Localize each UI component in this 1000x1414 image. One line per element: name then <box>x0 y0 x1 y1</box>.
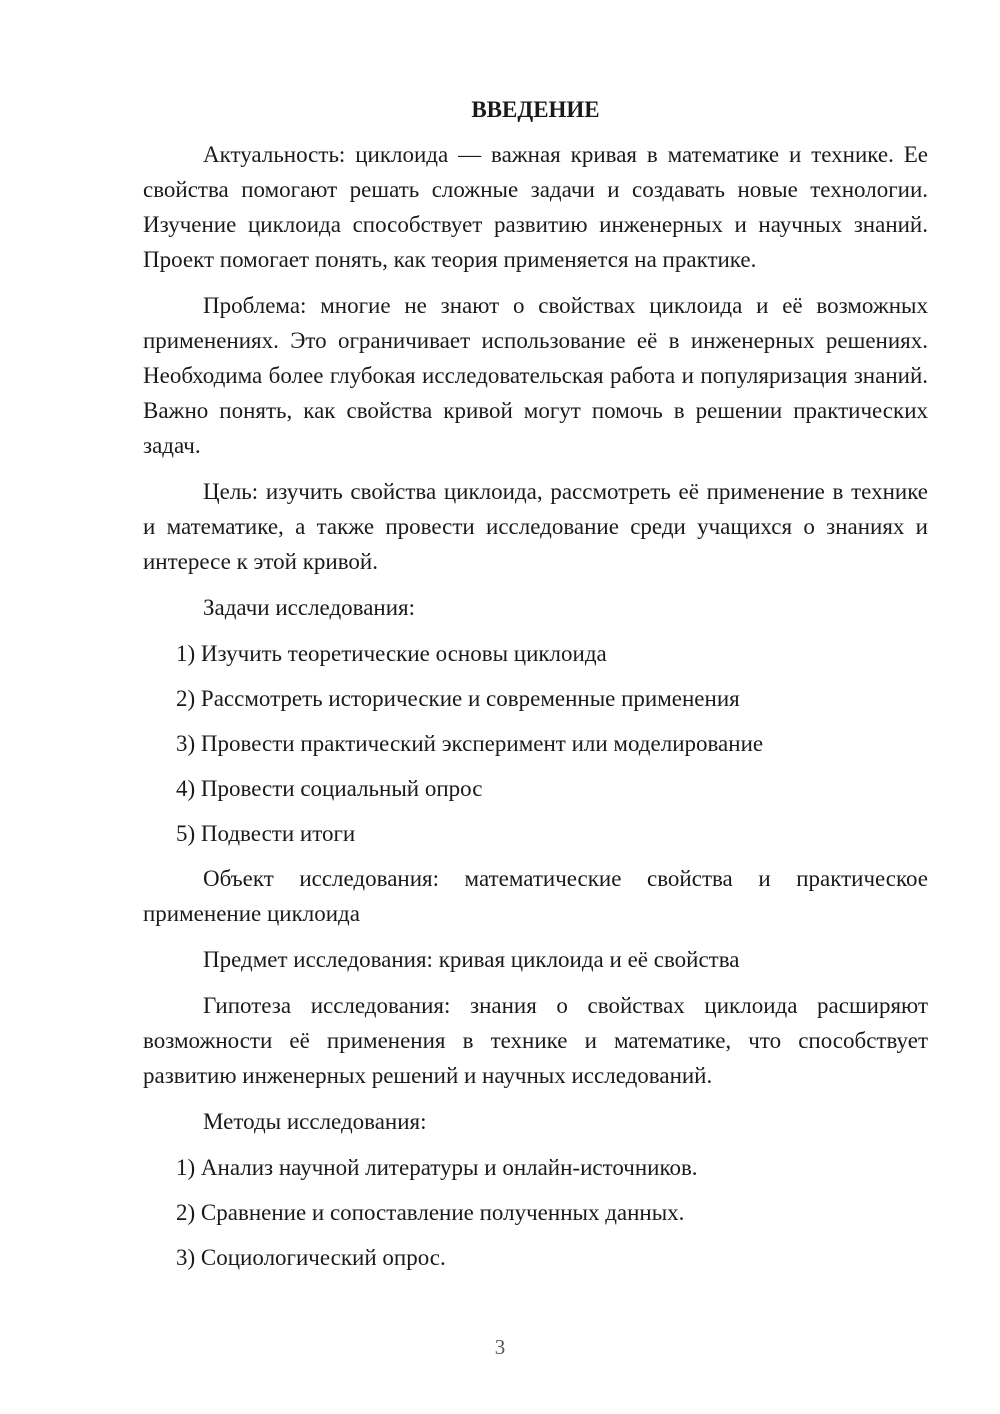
page-content <box>143 92 928 1285</box>
task-item: 3) Провести практический эксперимент или моделирование <box>176 731 764 756</box>
method-item: 2) Сравнение и сопоставление полученных данных. <box>176 1200 685 1225</box>
relevance-paragraph: Актуальность: циклоида — важная кривая в математике и технике. Ее свойства помогают решать сложные задачи и создавать новые технологии. Изучение циклоида способствует развитию инженерных и научных знаний. Проект помогает понять, как теория применяется на практике. <box>143 142 928 272</box>
hypothesis-paragraph: Гипотеза исследования: знания о свойствах циклоида расширяют возможности её применения в технике и математике, что способствует развитию инженерных решений и научных исследований. <box>143 993 928 1088</box>
tasks-heading: Задачи исследования: <box>203 595 416 620</box>
problem-paragraph: Проблема: многие не знают о свойствах циклоида и её возможных применениях. Это ограничивает использование её в инженерных решениях. Необходима более глубокая исследовательская работа и популяризация знаний. Важно понять, как свойства кривой могут помочь в решении практических задач. <box>143 293 928 458</box>
method-item: 3) Социологический опрос. <box>176 1245 446 1270</box>
task-item: 5) Подвести итоги <box>176 821 356 846</box>
methods-heading: Методы исследования: <box>203 1109 427 1134</box>
goal-paragraph: Цель: изучить свойства циклоида, рассмотреть её применение в технике и математике, а также провести исследование среди учащихся о знаниях и интересе к этой кривой. <box>143 479 928 574</box>
section-title: ВВЕДЕНИЕ <box>471 97 600 122</box>
task-item: 2) Рассмотреть исторические и современные применения <box>176 686 740 711</box>
method-item: 1) Анализ научной литературы и онлайн-источников. <box>176 1155 698 1180</box>
page-number: 3 <box>494 1335 506 1359</box>
task-item: 4) Провести социальный опрос <box>176 776 483 801</box>
subject-paragraph: Предмет исследования: кривая циклоида и её свойства <box>203 947 740 972</box>
object-paragraph: Объект исследования: математические свойства и практическое применение циклоида <box>143 866 928 926</box>
task-item: 1) Изучить теоретические основы циклоида <box>176 641 607 666</box>
